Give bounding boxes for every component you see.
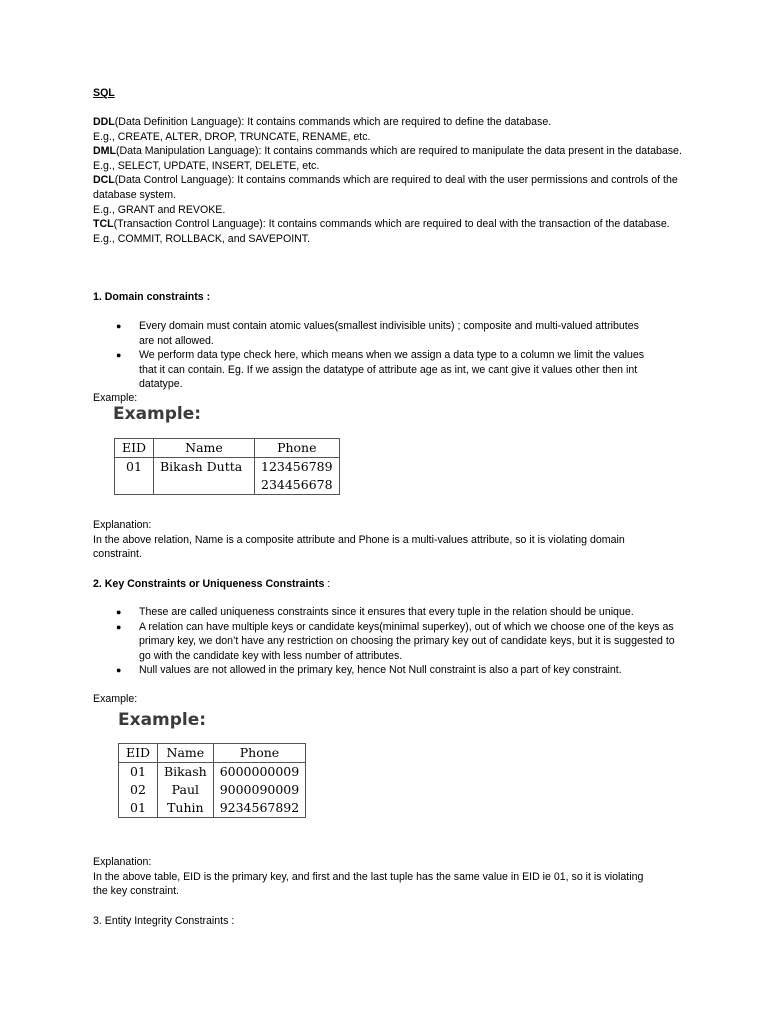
table-row	[115, 476, 340, 495]
list-item	[116, 348, 656, 392]
table-cell: 01	[130, 800, 146, 815]
column-header: Phone	[255, 439, 340, 458]
section-heading-key-constraints	[93, 577, 330, 592]
section-heading-entity-integrity: 3. Entity Integrity Constraints :	[93, 915, 235, 927]
table-cell: Bikash	[158, 763, 214, 782]
list-item	[116, 319, 656, 348]
list-item-text: We perform data type check here, which means when we assign a data type to a column we limit the values that it can contain. Eg. If we assign the datatype of attribute age as int, we cant give it values other then int datatype.	[139, 349, 645, 391]
table-cell: 01	[130, 764, 146, 779]
table-row	[115, 458, 340, 477]
column-header: EID	[115, 439, 154, 458]
explanation-label: Explanation:	[93, 856, 152, 868]
heading-text: 2. Key Constraints or Uniqueness Constraints	[93, 578, 325, 590]
bullet-icon: ●	[116, 621, 122, 632]
key-constraints-list	[116, 605, 676, 678]
table-cell: Paul	[158, 781, 214, 799]
definition-example: E.g., SELECT, UPDATE, INSERT, DELETE, etc.	[93, 159, 320, 172]
list-item	[116, 605, 676, 620]
key-example-table	[118, 743, 306, 818]
table-cell: Tuhin	[158, 799, 214, 818]
table-header-row	[119, 744, 306, 763]
example-label: Example:	[93, 392, 138, 404]
definition-ddl	[93, 115, 683, 130]
definition-term: DCL	[93, 174, 115, 187]
column-header: Name	[154, 439, 255, 458]
table-cell: 02	[130, 782, 146, 797]
table-cell: 9000090009	[213, 781, 306, 799]
table-header-row	[115, 439, 340, 458]
table-cell	[115, 476, 154, 495]
table-cell: 6000000009	[213, 763, 306, 782]
column-header: Phone	[213, 744, 306, 763]
bullet-icon: ●	[116, 665, 122, 676]
example-label: Example:	[93, 693, 138, 705]
example-heading-image-text: Example:	[113, 404, 202, 424]
domain-example-table	[114, 438, 340, 495]
domain-constraints-list	[116, 319, 656, 392]
definition-tcl	[93, 217, 683, 246]
explanation-text: In the above table, EID is the primary key, and first and the last tuple has the same value in EID ie 01, so it is violating the key constraint.	[93, 870, 644, 898]
table-cell: Bikash Dutta	[154, 458, 255, 477]
table-cell: 9234567892	[213, 799, 306, 818]
heading-suffix: :	[324, 578, 331, 590]
definitions-block	[93, 115, 683, 246]
table-cell: 01	[126, 459, 142, 474]
definition-text: (Data Control Language): It contains commands which are required to deal with the user permissions and controls of the database system.	[93, 174, 678, 201]
list-item-text: A relation can have multiple keys or candidate keys(minimal superkey), out of which we choose one of the keys as primary key, we don’t have any restriction on choosing the primary key out of candidate keys, but it is suggested to go with the candidate key with less number of attributes.	[139, 620, 675, 662]
explanation-label: Explanation:	[93, 519, 152, 531]
page-title: SQL	[93, 87, 115, 99]
definition-term: DDL	[93, 116, 115, 128]
explanation-text: In the above relation, Name is a composite attribute and Phone is a multi-values attribute, so it is violating domain constraint.	[93, 533, 625, 561]
domain-explanation	[93, 518, 653, 562]
list-item-text: Null values are not allowed in the primary key, hence Not Null constraint is also a part of key constraint.	[139, 664, 622, 677]
definition-term: DML	[93, 145, 116, 158]
table-cell: 234456678	[255, 476, 340, 495]
definition-text: (Data Definition Language): It contains commands which are required to define the database.	[114, 116, 552, 128]
list-item-text: These are called uniqueness constraints since it ensures that every tuple in the relation should be unique.	[139, 606, 634, 618]
definition-dcl	[93, 173, 683, 202]
example-heading-image-text: Example:	[118, 710, 207, 730]
bullet-icon: ●	[116, 607, 122, 617]
definition-example: E.g., GRANT and REVOKE.	[93, 203, 226, 216]
definition-term: TCL	[93, 218, 114, 231]
list-item	[116, 620, 676, 664]
definition-example: E.g., CREATE, ALTER, DROP, TRUNCATE, RENAME, etc.	[93, 130, 371, 143]
table-cell: 123456789	[255, 458, 340, 477]
column-header: Name	[158, 744, 214, 763]
table-cell	[154, 476, 255, 495]
definition-text: (Data Manipulation Language): It contains commands which are required to manipulate the data present in the database.	[115, 145, 682, 158]
column-header: EID	[119, 744, 158, 763]
table-row	[119, 763, 306, 782]
definition-text: (Transaction Control Language): It contains commands which are required to deal with the transaction of the database. E.g., COMMIT, ROLLBACK, and SAVEPOINT.	[93, 218, 670, 245]
table-row	[119, 781, 306, 799]
section-heading-domain-constraints: 1. Domain constraints :	[93, 291, 211, 303]
key-explanation	[93, 855, 653, 899]
definition-dml	[93, 144, 683, 159]
bullet-icon: ●	[116, 321, 122, 331]
list-item-text: Every domain must contain atomic values(smallest indivisible units) ; composite and multi-valued attributes are not allowed.	[139, 320, 639, 347]
table-row	[119, 799, 306, 818]
list-item	[116, 663, 676, 678]
bullet-icon: ●	[116, 350, 122, 361]
